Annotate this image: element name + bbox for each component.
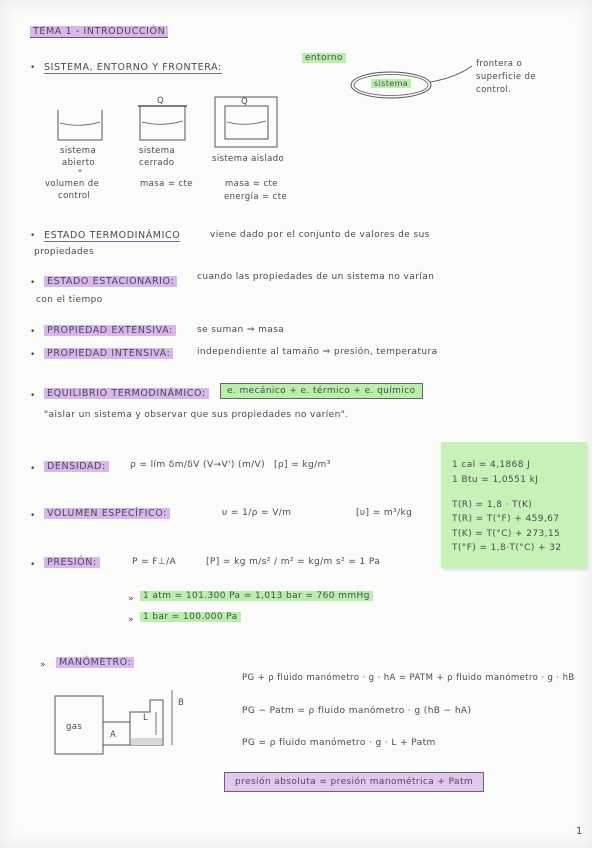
presion-line1: 1 atm = 101.300 Pa = 1,013 bar = 760 mmHg bbox=[140, 591, 373, 601]
closed-line1: sistema bbox=[139, 146, 176, 156]
page-title: TEMA 1 - INTRODUCCIÓN bbox=[30, 26, 168, 38]
bullet: • bbox=[30, 560, 36, 570]
frontera-line-1: frontera o bbox=[476, 59, 523, 69]
manometro-result: presión absoluta = presión manométrica + Patm bbox=[224, 772, 484, 792]
estado-termo-text2: propiedades bbox=[34, 247, 95, 257]
bullet: • bbox=[30, 350, 36, 360]
manometro-label: MANÓMETRO: bbox=[56, 657, 134, 668]
bullet: • bbox=[30, 231, 36, 241]
sticky-line: T(K) = T(°C) + 273,15 bbox=[452, 529, 561, 539]
volumen-formula: υ = 1/ρ = V/m bbox=[222, 508, 292, 518]
isolated-line1: sistema aislado bbox=[212, 154, 285, 164]
lid-label-closed: Q bbox=[157, 96, 165, 106]
equilibrio-box: e. mecánico + e. térmico + e. químico bbox=[220, 383, 423, 399]
bullet: • bbox=[30, 63, 36, 73]
manometro-l: L bbox=[143, 713, 149, 723]
estado-estac-text2: con el tiempo bbox=[36, 295, 103, 305]
open-line3: " bbox=[78, 169, 83, 179]
prop-int-text: independiente al tamaño ⇒ presión, temperatura bbox=[197, 347, 438, 357]
sticky-line: T(R) = T(°F) + 459,67 bbox=[452, 514, 560, 524]
manometro-eq1: PG + ρ fluido manómetro · g · hA = PATM + ρ fluido manómetro · g · hB bbox=[242, 673, 575, 683]
manometro-gas: gas bbox=[66, 722, 83, 732]
manometro-b: B bbox=[178, 698, 185, 708]
densidad-label: DENSIDAD: bbox=[44, 461, 109, 472]
isolated-line3: energía = cte bbox=[224, 192, 288, 202]
volumen-label: VOLUMEN ESPECÍFICO: bbox=[44, 508, 170, 519]
bullet: • bbox=[30, 511, 36, 521]
open-line2: abierto bbox=[62, 158, 96, 168]
sticky-line: 1 cal = 4,1868 J bbox=[452, 460, 531, 470]
open-line4: volumen de bbox=[45, 179, 100, 189]
bullet: • bbox=[30, 464, 36, 474]
arrow: » bbox=[128, 594, 134, 604]
entorno-label: entorno bbox=[302, 53, 346, 63]
estado-estac-label: ESTADO ESTACIONARIO: bbox=[44, 276, 177, 287]
bullet: » bbox=[40, 660, 46, 670]
closed-line3: masa = cte bbox=[140, 179, 193, 189]
prop-ext-text: se suman ⇒ masa bbox=[197, 325, 285, 335]
volumen-units: [υ] = m³/kg bbox=[356, 508, 413, 518]
densidad-formula: ρ = lím δm/δV (V→V') (m/V) bbox=[130, 460, 266, 470]
bullet: • bbox=[30, 278, 36, 288]
sticky-line: T(°F) = 1,8·T(°C) + 32 bbox=[452, 543, 562, 553]
frontera-line-3: control. bbox=[476, 85, 512, 95]
presion-units: [P] = kg m/s² / m² = kg/m s² = 1 Pa bbox=[206, 557, 381, 567]
page-number: 1 bbox=[576, 826, 583, 837]
estado-estac-text1: cuando las propiedades de un sistema no varían bbox=[197, 272, 435, 282]
sticky-line: 1 Btu = 1,0551 kJ bbox=[452, 475, 539, 485]
equilibrio-label: EQUILIBRIO TERMODINÁMICO: bbox=[44, 388, 209, 399]
sistema-heading: SISTEMA, ENTORNO Y FRONTERA: bbox=[44, 62, 222, 73]
presion-label: PRESIÓN: bbox=[44, 557, 100, 568]
arrow: » bbox=[128, 615, 134, 625]
equilibrio-quote: "aislar un sistema y observar que sus propiedades no varíen". bbox=[44, 410, 349, 420]
closed-line2: cerrado bbox=[139, 158, 175, 168]
estado-termo-label: ESTADO TERMODINÁMICO bbox=[44, 230, 181, 241]
presion-line2: 1 bar = 100.000 Pa bbox=[140, 612, 241, 622]
open-line5: control bbox=[58, 191, 91, 201]
bullet: • bbox=[30, 391, 36, 401]
isolated-line2: masa = cte bbox=[225, 179, 278, 189]
open-line1: sistema bbox=[60, 146, 97, 156]
sticky-line: T(R) = 1,8 · T(K) bbox=[452, 500, 533, 510]
manometro-eq2: PG − Patm = ρ fluido manómetro · g (hB − hA) bbox=[242, 706, 472, 716]
sistema-ellipse-label: sistema bbox=[371, 79, 411, 88]
densidad-units: [ρ] = kg/m³ bbox=[274, 460, 331, 470]
estado-termo-text1: viene dado por el conjunto de valores de sus bbox=[210, 230, 430, 240]
bullet: • bbox=[30, 327, 36, 337]
manometro-a: A bbox=[110, 730, 117, 740]
prop-ext-label: PROPIEDAD EXTENSIVA: bbox=[44, 325, 176, 336]
presion-formula: P = F⊥/A bbox=[132, 557, 177, 567]
prop-int-label: PROPIEDAD INTENSIVA: bbox=[44, 348, 173, 359]
lid-label-isolated: Q bbox=[241, 97, 249, 107]
manometro-eq3: PG = ρ fluido manómetro · g · L + Patm bbox=[242, 738, 436, 748]
frontera-line-2: superficie de bbox=[476, 72, 537, 82]
